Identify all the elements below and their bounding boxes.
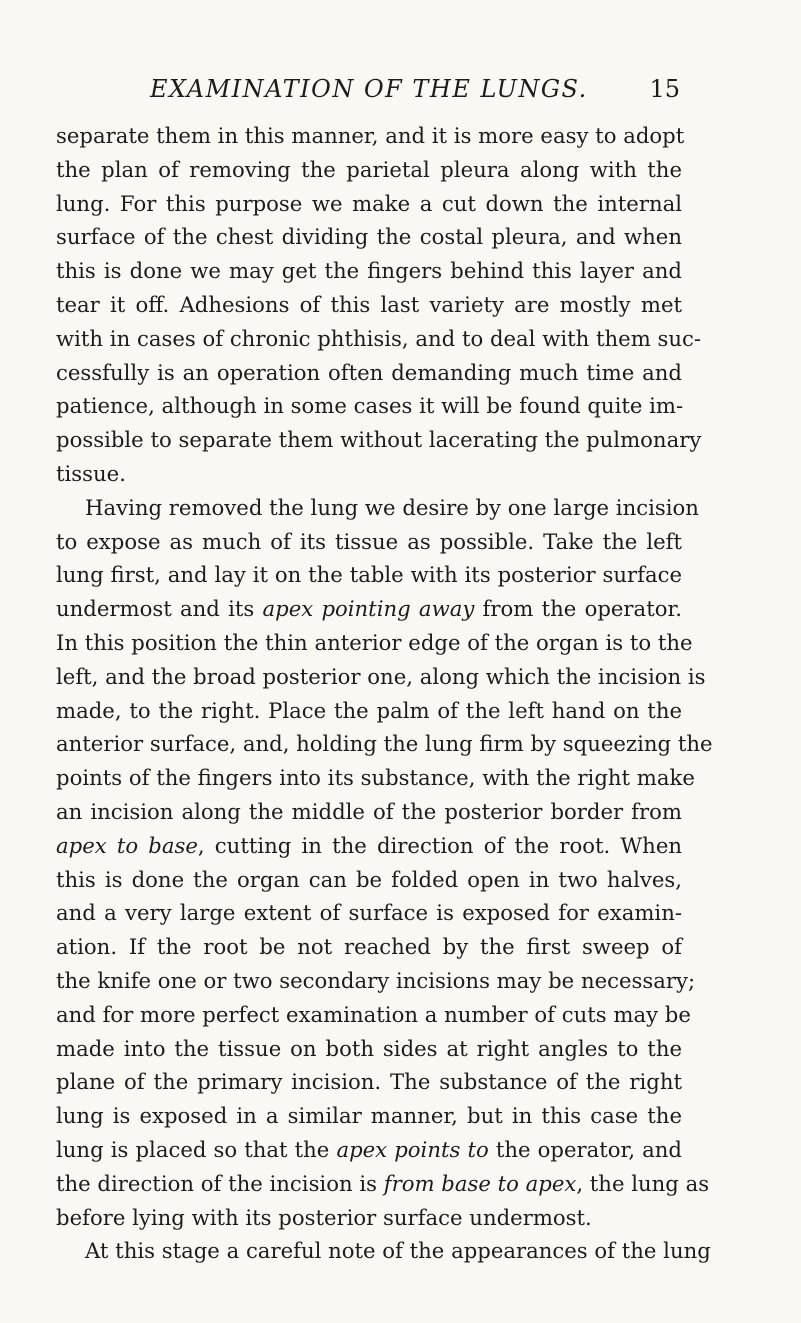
text-line: and a very large extent of surface is exposed for examin- bbox=[56, 900, 682, 926]
text-line: Having removed the lung we desire by one large incision bbox=[85, 494, 699, 520]
text-line: made, to the right. Place the palm of the left hand on the bbox=[56, 697, 682, 723]
text-line: possible to separate them without lacerating the pulmonary bbox=[56, 427, 702, 453]
text-line: an incision along the middle of the posterior border from bbox=[56, 798, 682, 824]
text-line: undermost and its apex pointing away from the operator. bbox=[56, 596, 682, 622]
running-head: EXAMINATION OF THE LUNGS. bbox=[150, 75, 588, 103]
text-line: anterior surface, and, holding the lung firm by squeezing the bbox=[56, 731, 713, 757]
text-line: this is done we may get the fingers behind this layer and bbox=[56, 258, 682, 284]
text-line: the plan of removing the parietal pleura along with the bbox=[56, 156, 682, 182]
text-line: lung first, and lay it on the table with its posterior surface bbox=[56, 562, 682, 588]
text-line: to expose as much of its tissue as possible. Take the left bbox=[56, 528, 682, 554]
text-line: lung is exposed in a similar manner, but in this case the bbox=[56, 1103, 682, 1129]
text-line: At this stage a careful note of the appearances of the lung bbox=[85, 1238, 711, 1264]
text-line: separate them in this manner, and it is more easy to adopt bbox=[56, 123, 685, 148]
text-line: the direction of the incision is from base to apex, the lung as bbox=[56, 1170, 710, 1196]
text-line: made into the tissue on both sides at right angles to the bbox=[56, 1035, 682, 1061]
text-line: ation. If the root be not reached by the first sweep of bbox=[56, 934, 682, 960]
text-line: apex to base, cutting in the direction of the root. When bbox=[56, 832, 682, 858]
text-line: tear it off. Adhesions of this last variety are mostly met bbox=[56, 291, 682, 317]
italic-phrase: apex to base bbox=[56, 832, 198, 858]
page-number: 15 bbox=[649, 75, 680, 103]
text-line: cessfully is an operation often demanding much time and bbox=[56, 359, 682, 385]
text-line: the knife one or two secondary incisions may be necessary; bbox=[56, 967, 696, 993]
italic-phrase: apex points to bbox=[336, 1136, 489, 1162]
italic-phrase: apex pointing away bbox=[262, 596, 475, 622]
italic-phrase: from base to apex bbox=[383, 1170, 577, 1196]
text-line: lung. For this purpose we make a cut down the internal bbox=[56, 190, 682, 216]
text-line: this is done the organ can be folded open in two halves, bbox=[56, 866, 682, 892]
text-line: points of the fingers into its substance, with the right make bbox=[56, 765, 695, 791]
text-line: surface of the chest dividing the costal pleura, and when bbox=[56, 224, 682, 250]
text-line: left, and the broad posterior one, along which the incision is bbox=[56, 663, 706, 689]
text-line: before lying with its posterior surface undermost. bbox=[56, 1204, 592, 1230]
text-line: plane of the primary incision. The substance of the right bbox=[56, 1069, 682, 1095]
text-line: lung is placed so that the apex points to the operator, and bbox=[56, 1136, 682, 1162]
text-line: tissue. bbox=[56, 460, 126, 486]
body-text bbox=[56, 119, 713, 1268]
text-line: with in cases of chronic phthisis, and to deal with them suc- bbox=[56, 325, 702, 351]
text-line: In this position the thin anterior edge of the organ is to the bbox=[56, 629, 693, 655]
text-line: patience, although in some cases it will be found quite im- bbox=[56, 393, 684, 419]
text-line: and for more perfect examination a number of cuts may be bbox=[56, 1001, 691, 1027]
